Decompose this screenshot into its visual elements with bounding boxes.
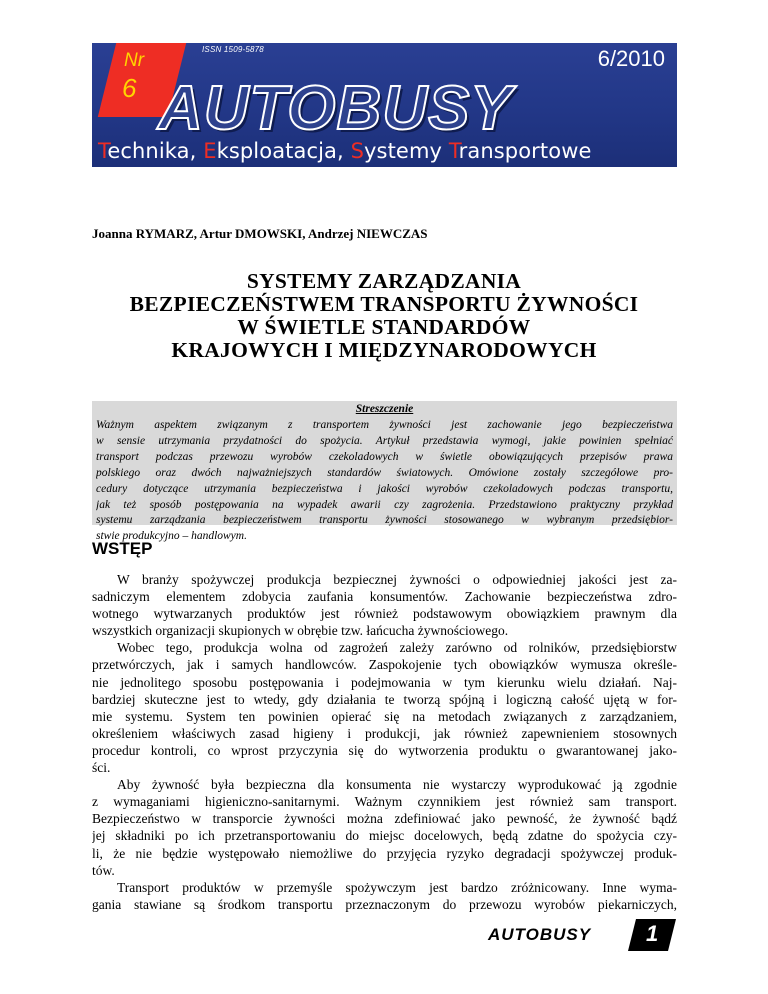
text-line: przetwórczych, jak i samych handlowców. Zaspokojenie tych obowiązków wymusza określe- bbox=[92, 657, 677, 673]
issue-date: 6/2010 bbox=[597, 46, 665, 71]
issue-nr-label: Nr bbox=[124, 50, 145, 71]
text-line: Transport produktów w przemyśle spożywczym jest bardzo zróżnicowany. Inne wyma- bbox=[117, 879, 677, 895]
text-line: ści. bbox=[92, 760, 111, 776]
abstract-text bbox=[96, 418, 673, 545]
text-line: nie jednolitego sposobu postępowania i podejmowania w tym kierunku wielu działań. Naj- bbox=[92, 674, 677, 690]
paragraph bbox=[92, 776, 677, 879]
title-line: KRAJOWYCH I MIĘDZYNARODOWYCH bbox=[171, 338, 597, 362]
text-line: Bezpieczeństwo w transporcie żywności można zdefiniować jako pewność, że żywność bądź bbox=[92, 811, 677, 827]
text-line: tów. bbox=[92, 862, 115, 878]
abstract-line: systemu zarządzania bezpieczeństwem transportu żywności stosowanego w wybranym przedsiębior- bbox=[96, 514, 673, 527]
subtitle-initial: S bbox=[350, 139, 365, 163]
text-line: wszystkich organizacji skupionych w obrębie tzw. łańcucha żywnościowego. bbox=[92, 623, 509, 639]
paragraph bbox=[92, 879, 677, 913]
text-line: wotnego wytwarzanych produktów jest również podstawowym obowiązkiem prawnym dla bbox=[92, 606, 677, 622]
text-line: określeniem właściwych zasad higieny i produkcji, jak również zapewnieniem stosownych bbox=[92, 725, 677, 741]
abstract-heading: Streszczenie bbox=[355, 403, 414, 415]
journal-subtitle bbox=[98, 139, 592, 163]
text-line: bardziej skuteczne jest to wtedy, gdy działania te tworzą spójną i logiczną całość ujętą w for- bbox=[92, 691, 677, 707]
text-line: z wymaganiami higieniczno-sanitarnymi. Ważnym czynnikiem jest również sam transport. bbox=[92, 794, 677, 810]
paragraph bbox=[92, 571, 677, 639]
issn: ISSN 1509-5878 bbox=[202, 45, 264, 54]
section-heading: WSTĘP bbox=[92, 539, 153, 558]
abstract-box bbox=[92, 401, 677, 543]
text-line: procedur kontroli, co wprost przyczynia się do wytworzenia produktu o gwarantowanej jako- bbox=[92, 742, 677, 758]
text-line: W branży spożywczej produkcja bezpiecznej żywności o odpowiedniej jakości jest za- bbox=[117, 572, 677, 587]
journal-logo: AUTOBUSY bbox=[158, 74, 513, 143]
abstract-line: cedury dotyczące utrzymania bezpieczeństwa i jakości wyrobów czekoladowych podczas transportu, bbox=[96, 482, 673, 495]
footer-journal-name: AUTOBUSY bbox=[488, 925, 592, 944]
subtitle-text: echnika, bbox=[107, 139, 204, 163]
abstract-line: stwie produkcyjno – handlowym. bbox=[96, 530, 247, 543]
text-line: jej składniki po ich przetransportowaniu do miejsc docelowych, będą zdatne do spożycia czy- bbox=[92, 828, 677, 844]
text-line: li, że nie będzie występowało niemożliwe do przyjęcia ryzyko degradacji spożywczej produk- bbox=[92, 845, 677, 861]
title-line: SYSTEMY ZARZĄDZANIA bbox=[246, 269, 522, 293]
abstract-line: Ważnym aspektem związanym z transportem żywności jest zachowanie jego bezpieczeństwa bbox=[96, 419, 673, 431]
text-line: Aby żywność była bezpieczna dla konsumenta nie wystarczy wyprodukować ją zgodnie bbox=[117, 777, 677, 793]
body-text bbox=[92, 571, 677, 913]
text-line: mie systemu. System ten powinien opierać się na metodach związanych z zarządzaniem, bbox=[92, 708, 677, 724]
journal-banner bbox=[92, 43, 677, 167]
text-line: gania stawiane są środkom transportu przeznaczonym do przewozu wyrobów piekarniczych, bbox=[92, 896, 677, 912]
authors: Joanna RYMARZ, Artur DMOWSKI, Andrzej NIEWCZAS bbox=[92, 226, 428, 241]
subtitle-initial: T bbox=[98, 139, 108, 163]
subtitle-text: ksploatacja, bbox=[216, 139, 351, 163]
title-line: W ŚWIETLE STANDARDÓW bbox=[237, 315, 531, 339]
title-line: BEZPIECZEŃSTWEM TRANSPORTU ŻYWNOŚCI bbox=[129, 292, 639, 316]
page-number: 1 bbox=[646, 921, 659, 946]
abstract-line: jak też sposób postępowania na wypadek awarii czy zagrożenia. Przedstawiono praktyczny przykład bbox=[96, 498, 673, 511]
abstract-line: w sensie utrzymania przydatności do spożycia. Artykuł przedstawia wymogi, jakie powinien spełniać bbox=[96, 434, 673, 447]
subtitle-initial: T bbox=[448, 139, 459, 163]
text-line: Wobec tego, produkcja wolna od zagrożeń zależy zarówno od rolników, przedsiębiorstw bbox=[117, 640, 677, 656]
abstract-line: polskiego oraz dwóch najważniejszych standardów światowych. Omówione zostały szczegółowe pro- bbox=[96, 466, 673, 479]
abstract-line: transport podczas przewozu wyrobów czekoladowych w świetle obowiązujących przepisów prawa bbox=[96, 450, 673, 463]
subtitle-text: ransportowe bbox=[458, 139, 592, 163]
text-line: sadniczym elementem zdobycia zaufania konsumentów. Zachowanie bezpieczeństwa zdro- bbox=[92, 589, 677, 605]
subtitle-initial: E bbox=[203, 139, 217, 163]
article-title bbox=[80, 270, 688, 362]
paragraph bbox=[92, 639, 677, 776]
issue-nr-number: 6 bbox=[122, 73, 137, 103]
subtitle-text: ystemy bbox=[364, 139, 449, 163]
